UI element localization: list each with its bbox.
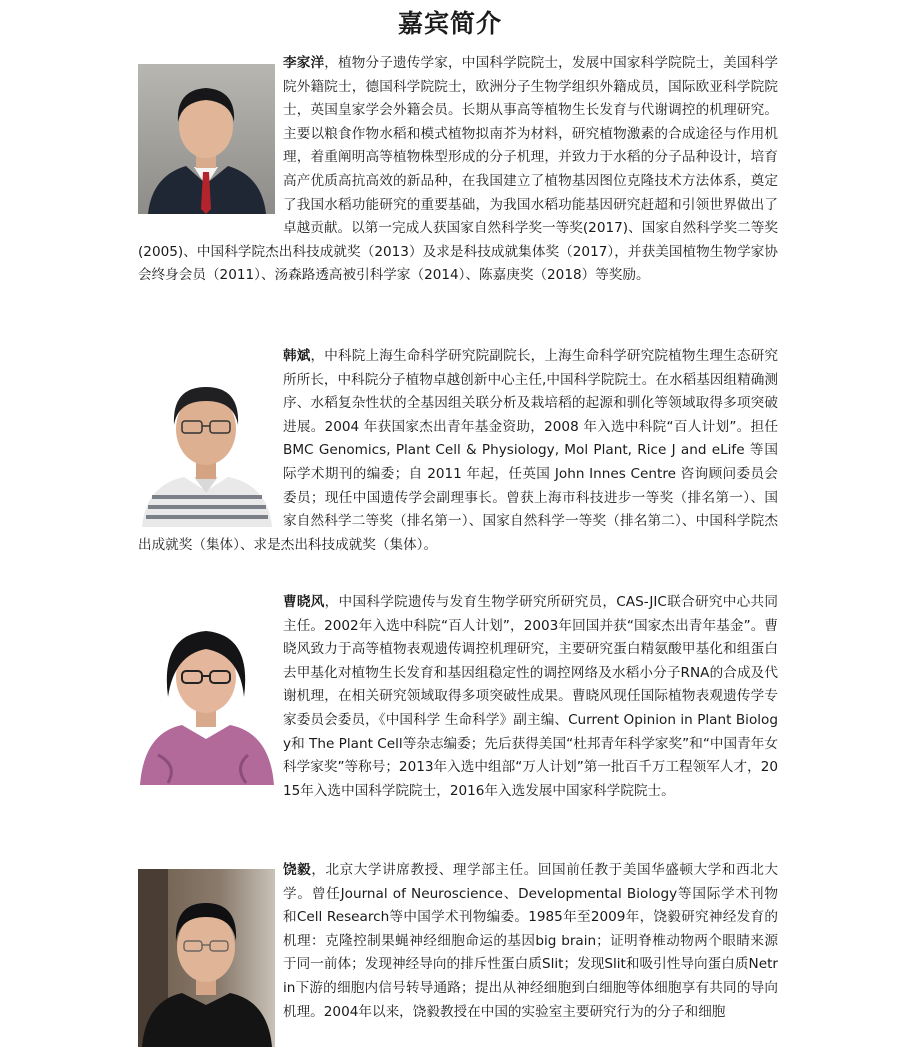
guest-bio <box>138 345 778 557</box>
guest-bio <box>138 591 778 803</box>
guest-bio-text: ，植物分子遗传学家，中国科学院院士，发展中国家科学院院士，美国科学院外籍院士，德国科学院院士，欧洲分子生物学组织外籍成员，国际欧亚科学院院士，英国皇家学会外籍会员。长期从事高等植物生长发育与代谢调控的机理研究。主要以粮食作物水稻和模式植物拟南芥为材料，研究植物激素的合成途径与作用机理，着重阐明高等植物株型形成的分子机理，并致力于水稻的分子品种设计，培育高产优质高抗高效的新品种，在我国建立了植物基因图位克隆技术方法体系，奠定了我国水稻功能研究的重要基础，为我国水稻功能基因研究赶超和引领世界做出了卓越贡献。以第一完成人获国家自然科学奖一等奖(2017)、国家自然科学奖二等奖(2005)、中国科学院杰出科技成就奖（2013）及求是科技成就集体奖（2017），并获美国植物生物学家协会终身会员（2011）、汤森路透高被引科学家（2014）、陈嘉庚奖（2018）等奖励。 <box>138 55 778 284</box>
portrait-photo <box>138 359 275 527</box>
portrait-photo <box>138 869 275 1047</box>
guest-bio-text: ，北京大学讲席教授、理学部主任。回国前任教于美国华盛顿大学和西北大学。曾任Journal of Neuroscience、Developmental Biology等国际学术刊物和Cell Research等中国学术刊物编委。1985年至2009年，饶毅研究神经发育的机理：克隆控制果蝇神经细胞命运的基因big brain；证明脊椎动物两个眼睛来源于同一前体；发现神经导向的排斥性蛋白质Slit；发现Slit和吸引性导向蛋白质Netrin下游的细胞内信号转导通路；提出从神经细胞到白细胞等体细胞享有共同的导向机理。2004年以来，饶毅教授在中国的实验室主要研究行为的分子和细胞 <box>283 862 779 1020</box>
portrait-photo <box>138 64 275 214</box>
guest-name: 饶毅 <box>283 862 312 878</box>
guest-bio <box>138 859 778 1051</box>
guest-name: 韩斌 <box>283 348 311 364</box>
guest-bio <box>138 52 778 288</box>
guest-bio-text: ，中国科学院遗传与发育生物学研究所研究员，CAS-JIC联合研究中心共同主任。2002年入选中科院“百人计划”，2003年回国并获“国家杰出青年基金”。曹晓风致力于高等植物表观遗传调控机理研究，主要研究蛋白精氨酸甲基化和组蛋白去甲基化对植物生长发育和基因组稳定性的调控网络及水稻小分子RNA的合成及代谢机理，在相关研究领域取得多项突破性成果。曹晓风现任国际植物表观遗传学专家委员会委员，《中国科学 生命科学》副主编、Current Opinion in Plant Biology和 The Plant Cell等杂志编委；先后获得美国“杜邦青年科学家奖”和“中国青年女科学家奖”等称号；2013年入选中组部“万人计划”第一批百千万工程领军人才，2015年入选中国科学院院士，2016年入选发展中国家科学院院士。 <box>283 594 779 799</box>
guest-name: 曹晓风 <box>283 594 325 610</box>
portrait-photo <box>138 605 275 785</box>
guest-name: 李家洋 <box>283 55 325 71</box>
page-title: 嘉宾简介 <box>397 9 502 38</box>
guest-bio-text: ，中科院上海生命科学研究院副院长，上海生命科学研究院植物生理生态研究所所长，中科院分子植物卓越创新中心主任,中国科学院院士。在水稻基因组精确测序、水稻复杂性状的全基因组关联分析及栽培稻的起源和驯化等领域取得多项突破进展。2004 年获国家杰出青年基金资助，2008 年入选中科院“百人计划”。担任 BMC Genomics, Plant Cell & Physiology, Mol Plant, Rice J and eLife 等国际学术期刊的编委；自 2011 年起，任英国 John Innes Centre 咨询顾问委员会委员；现任中国遗传学会副理事长。曾获上海市科技进步一等奖（排名第一）、国家自然科学二等奖（排名第一）、国家自然科学一等奖（排名第二）、中国科学院杰出成就奖（集体）、求是杰出科技成就奖（集体）。 <box>138 348 779 553</box>
